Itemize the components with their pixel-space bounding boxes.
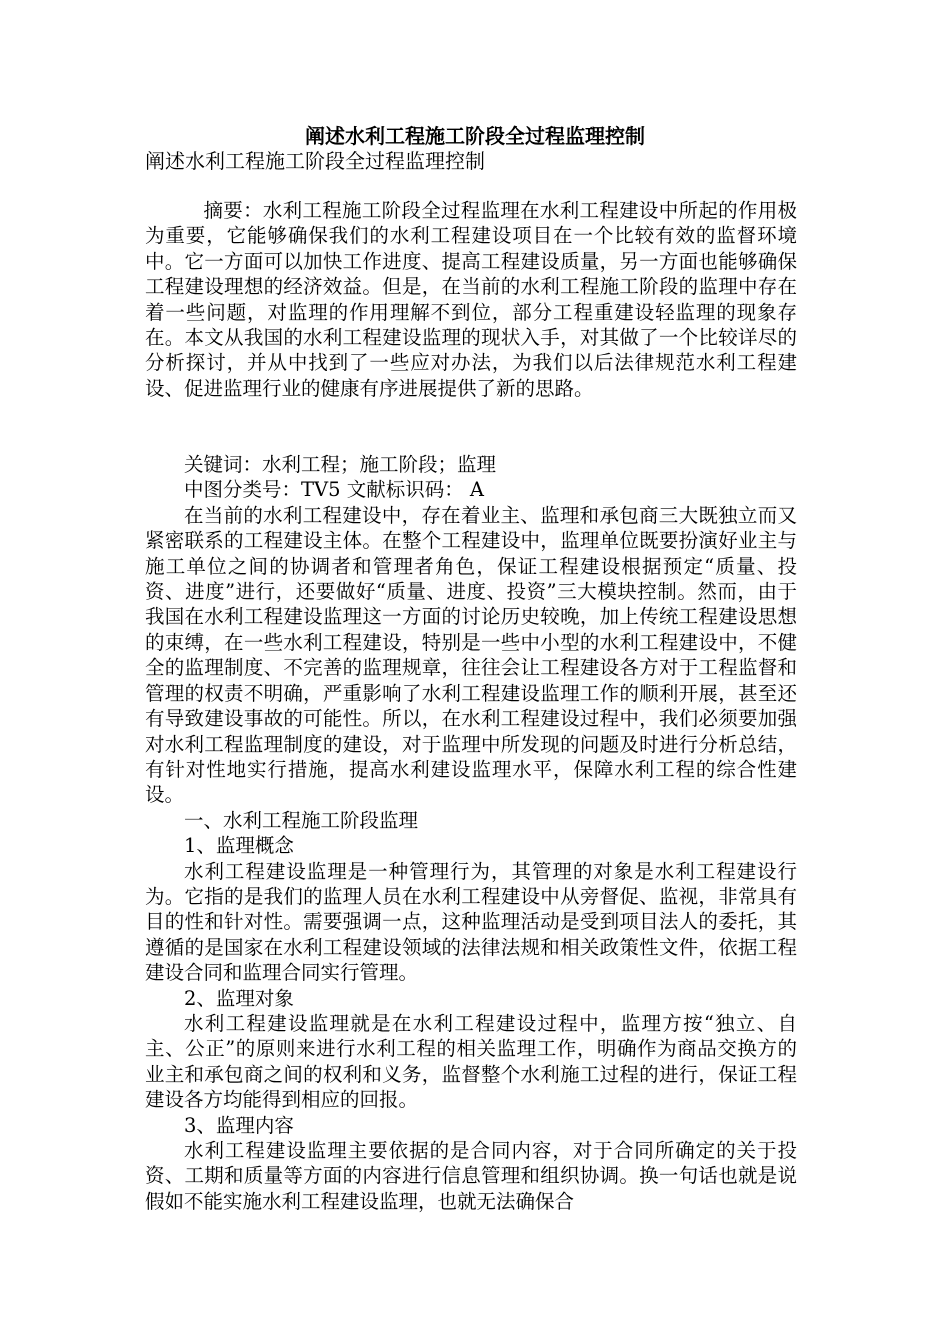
subsection-heading: 2、监理对象 <box>184 986 294 1010</box>
classification-line: 中图分类号：TV5 文献标识码： A <box>184 478 484 502</box>
document-subtitle: 阐述水利工程施工阶段全过程监理控制 <box>145 149 485 173</box>
document-title: 阐述水利工程施工阶段全过程监理控制 <box>305 124 645 148</box>
subsection-heading: 3、监理内容 <box>184 1113 294 1137</box>
keywords-line: 关键词：水利工程；施工阶段；监理 <box>184 453 497 477</box>
document-body <box>145 198 797 1214</box>
spacer <box>145 427 797 452</box>
subsection-heading: 1、监理概念 <box>184 834 294 858</box>
intro-paragraph: 在当前的水利工程建设中，存在着业主、监理和承包商三大既独立而又紧密联系的工程建设主体。在整个工程建设中，监理单位既要扮演好业主与施工单位之间的协调者和管理者角色，保证工程建设根据预定“质量、投资、进度”进行，还要做好“质量、进度、投资”三大模块控制。然而，由于我国在水利工程建设监理这一方面的讨论历史较晚，加上传统工程建设思想的束缚，在一些水利工程建设，特别是一些中小型的水利工程建设中，不健全的监理制度、不完善的监理规章，往往会让工程建设各方对于工程监督和管理的权责不明确，严重影响了水利工程建设监理工作的顺利开展，甚至还有导致建设事故的可能性。所以，在水利工程建设过程中，我们必须要加强对水利工程监理制度的建设，对于监理中所发现的问题及时进行分析总结，有针对性地实行措施，提高水利建设监理水平，保障水利工程的综合性建设。 <box>145 503 797 807</box>
abstract-paragraph: 摘要：水利工程施工阶段全过程监理在水利工程建设中所起的作用极为重要，它能够确保我们的水利工程建设项目在一个比较有效的监督环境中。它一方面可以加快工作进度、提高工程建设质量，另一方面也能够确保工程建设理想的经济效益。但是，在当前的水利工程施工阶段的监理中存在着一些问题，对监理的作用理解不到位，部分工程重建设轻监理的现象存在。本文从我国的水利工程建设监理的现状入手，对其做了一个比较详尽的分析探讨，并从中找到了一些应对办法，为我们以后法律规范水利工程建设、促进监理行业的健康有序进展提供了新的思路。 <box>145 199 797 400</box>
body-paragraph: 水利工程建设监理是一种管理行为，其管理的对象是水利工程建设行为。它指的是我们的监理人员在水利工程建设中从旁督促、监视，非常具有目的性和针对性。需要强调一点，这种监理活动是受到项目法人的委托，其遵循的是国家在水利工程建设领域的法律法规和相关政策性文件，依据工程建设合同和监理合同实行管理。 <box>145 859 797 985</box>
body-paragraph: 水利工程建设监理就是在水利工程建设过程中，监理方按“独立、自主、公正”的原则来进行水利工程的相关监理工作，明确作为商品交换方的业主和承包商之间的权利和义务，监督整个水利施工过程的进行，保证工程建设各方均能得到相应的回报。 <box>145 1011 797 1112</box>
section-heading: 一、水利工程施工阶段监理 <box>184 808 419 832</box>
body-paragraph: 水利工程建设监理主要依据的是合同内容，对于合同所确定的关于投资、工期和质量等方面的内容进行信息管理和组织协调。换一句话也就是说假如不能实施水利工程建设监理，也就无法确保合 <box>145 1139 797 1213</box>
